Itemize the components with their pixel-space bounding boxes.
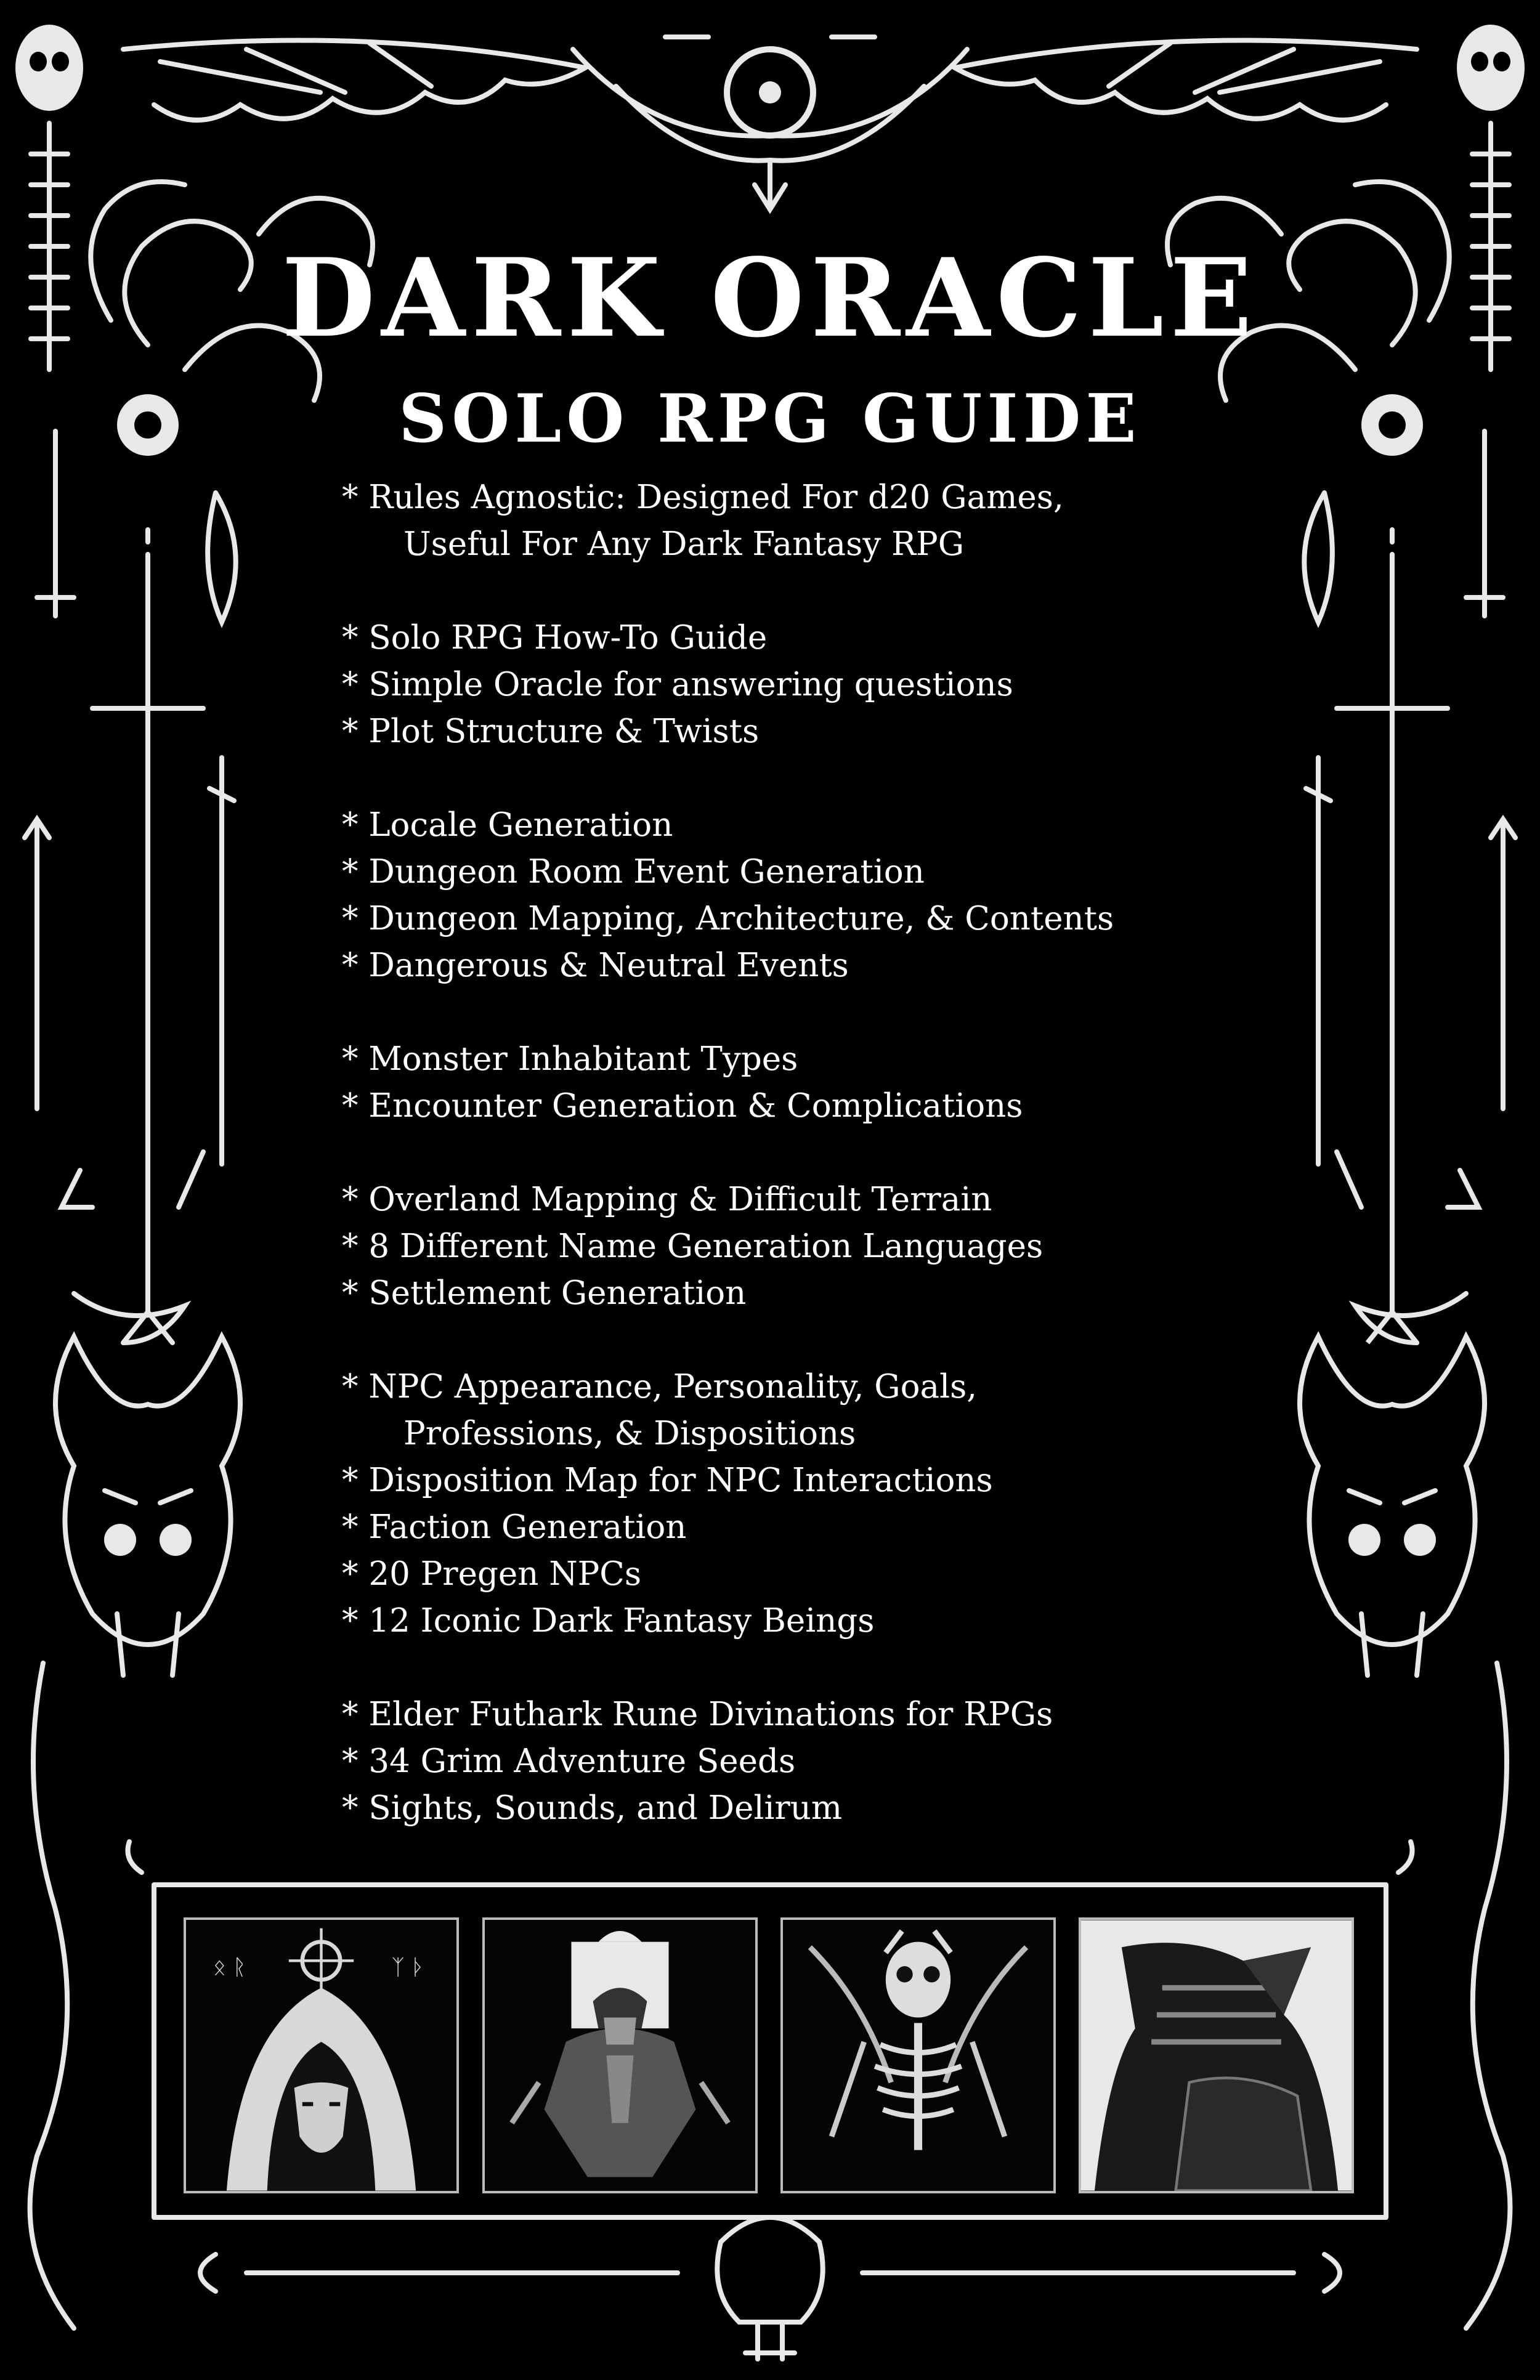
feature-line: * NPC Appearance, Personality, Goals, (342, 1368, 978, 1406)
feature-group (342, 474, 1192, 568)
right-bat-wing-icon (955, 40, 1417, 120)
feature-line: * Plot Structure & Twists (342, 713, 760, 750)
feature-line: * Locale Generation (342, 806, 673, 844)
right-sword-icon (1337, 530, 1448, 1343)
feature-line: * Dangerous & Neutral Events (342, 947, 849, 984)
feature-line: * Sights, Sounds, and Delirum (342, 1789, 843, 1827)
svg-text:ᛟ ᚱ: ᛟ ᚱ (213, 1954, 246, 1980)
skeletal-demon-icon (783, 1920, 1053, 2191)
feature-line: * Simple Oracle for answering questions (342, 666, 1013, 703)
left-sword-icon (92, 530, 203, 1343)
feature-line: * Disposition Map for NPC Interactions (342, 1462, 993, 1499)
right-demon-skull-icon (1300, 1337, 1485, 1645)
feature-line: * Elder Futhark Rune Divinations for RPGs (342, 1696, 1053, 1733)
feature-line: * Dungeon Mapping, Architecture, & Contents (342, 900, 1114, 937)
feature-line: * 34 Grim Adventure Seeds (342, 1742, 796, 1780)
feature-line: * Settlement Generation (342, 1274, 747, 1312)
feature-line: * Solo RPG How-To Guide (342, 619, 768, 657)
illustration-panel-armored-knight (482, 1917, 758, 2193)
book-subtitle: SOLO RPG GUIDE (399, 380, 1141, 458)
feature-line: * Faction Generation (342, 1508, 687, 1546)
feature-group (342, 802, 1192, 989)
feature-group (342, 1176, 1192, 1317)
svg-text:ᛉ ᚦ: ᛉ ᚦ (391, 1954, 424, 1980)
feature-line: * Overland Mapping & Difficult Terrain (342, 1181, 992, 1218)
feature-line: * Monster Inhabitant Types (342, 1040, 798, 1078)
hooded-oracle-icon (186, 1920, 456, 2191)
book-title: DARK ORACLE (282, 235, 1258, 362)
feature-line: * 12 Iconic Dark Fantasy Beings (342, 1602, 875, 1640)
feature-line: * Dungeon Room Event Generation (342, 853, 925, 891)
bottom-skull-icon (717, 2217, 822, 2322)
feature-line: * 20 Pregen NPCs (342, 1555, 642, 1593)
illustration-panel-hooded-oracle (184, 1917, 459, 2193)
left-bat-wing-icon (123, 40, 585, 120)
top-right-skull-icon (1457, 25, 1525, 111)
illustration-panel-skeletal-demon (780, 1917, 1056, 2193)
left-demon-skull-icon (55, 1337, 240, 1645)
top-left-skull-icon (15, 25, 83, 111)
feature-group (342, 1036, 1192, 1130)
armored-knight-icon (485, 1920, 755, 2191)
feature-list (342, 474, 1192, 1879)
feature-group (342, 1691, 1192, 1832)
feature-line: Useful For Any Dark Fantasy RPG (403, 525, 965, 563)
feature-line: * Rules Agnostic: Designed For d20 Games, (342, 479, 1064, 516)
horned-helm-warrior-icon (1081, 1920, 1352, 2191)
feature-group (342, 615, 1192, 755)
feature-line: Professions, & Dispositions (403, 1415, 856, 1452)
illustration-panel-horned-warrior (1079, 1917, 1354, 2193)
feature-line: * 8 Different Name Generation Languages (342, 1228, 1044, 1265)
feature-line: * Encounter Generation & Complications (342, 1087, 1023, 1125)
feature-group (342, 1364, 1192, 1645)
